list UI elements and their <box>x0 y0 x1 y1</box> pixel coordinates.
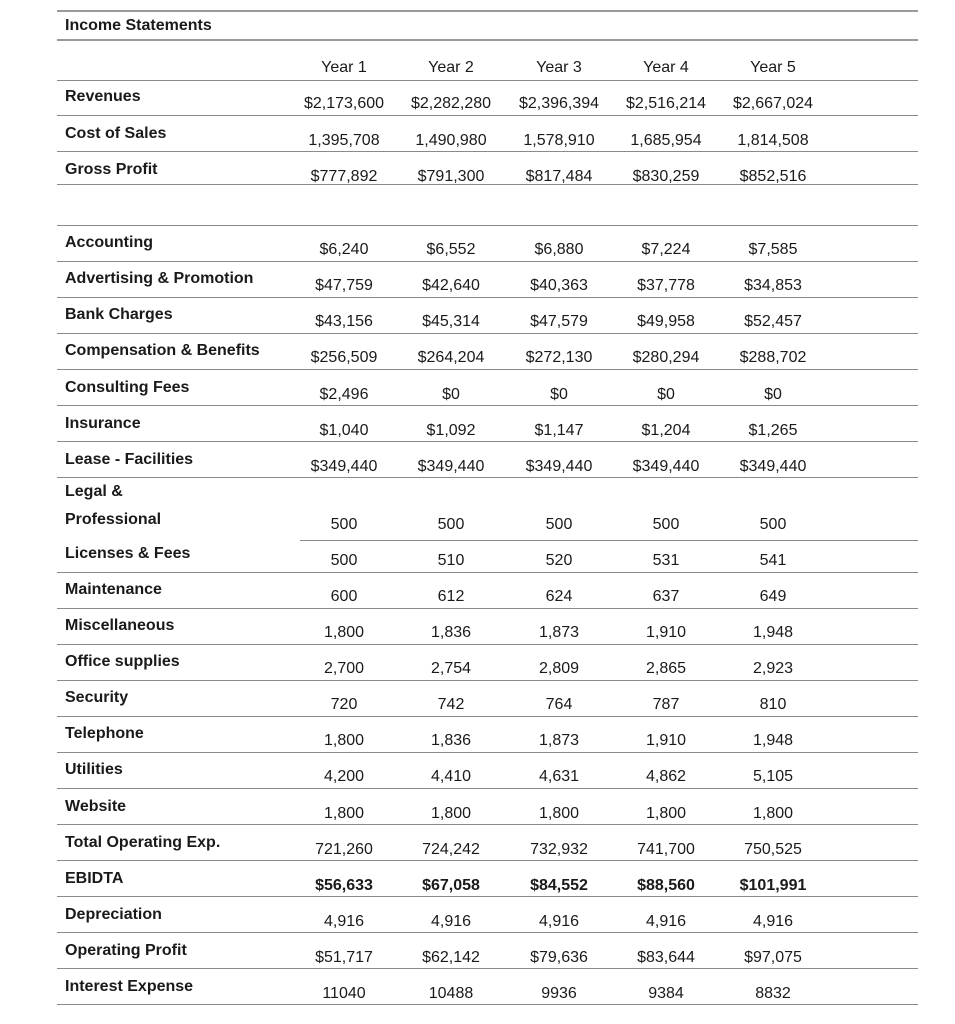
table-cell: $47,579 <box>530 313 588 330</box>
row-label: Maintenance <box>65 581 162 598</box>
row-label: Telephone <box>65 725 144 742</box>
table-cell: 720 <box>330 696 358 713</box>
table-cell: 11040 <box>322 985 366 1002</box>
table-cell: 1,814,508 <box>737 132 809 149</box>
row-label: Security <box>65 689 129 706</box>
row-rule <box>57 115 918 116</box>
table-cell: 1,800 <box>645 805 687 822</box>
row-rule <box>57 716 918 717</box>
table-cell: 500 <box>437 516 465 533</box>
table-cell: 1,948 <box>752 624 794 641</box>
table-cell: $1,092 <box>426 422 476 439</box>
table-cell: $6,240 <box>319 241 369 258</box>
table-cell: $101,991 <box>739 877 807 894</box>
table-cell: 1,910 <box>645 732 687 749</box>
row-label: Utilities <box>65 761 123 778</box>
table-cell: 1,800 <box>323 732 365 749</box>
title-rule <box>57 39 918 41</box>
table-cell: $2,173,600 <box>303 95 385 112</box>
table-cell: 1,873 <box>538 732 580 749</box>
table-cell: $1,204 <box>641 422 691 439</box>
table-cell: 1,836 <box>430 624 472 641</box>
row-rule <box>57 860 918 861</box>
row-label: Total Operating Exp. <box>65 834 221 851</box>
row-rule <box>57 608 918 609</box>
row-label: Interest Expense <box>65 978 194 995</box>
table-cell: $349,440 <box>310 458 378 475</box>
row-rule <box>57 441 918 442</box>
table-cell: 2,809 <box>538 660 580 677</box>
table-cell: 764 <box>545 696 573 713</box>
table-cell: 732,932 <box>530 841 588 858</box>
row-label: EBIDTA <box>65 870 124 887</box>
table-cell: 500 <box>330 516 358 533</box>
table-cell: $349,440 <box>417 458 485 475</box>
section-start-rule <box>57 225 918 226</box>
table-cell: 1,800 <box>752 805 794 822</box>
table-cell: 5,105 <box>752 768 794 785</box>
table-cell: $1,040 <box>319 422 369 439</box>
table-cell: $2,667,024 <box>732 95 814 112</box>
table-cell: $264,204 <box>417 349 485 366</box>
row-label: Insurance <box>65 415 141 432</box>
row-label: Depreciation <box>65 906 162 923</box>
table-cell: 1,578,910 <box>523 132 595 149</box>
table-cell: $88,560 <box>637 877 695 894</box>
table-cell: 750,525 <box>744 841 802 858</box>
row-rule <box>57 788 918 789</box>
row-rule <box>57 824 918 825</box>
table-cell: 541 <box>759 552 787 569</box>
table-cell: 741,700 <box>637 841 695 858</box>
table-cell: 2,700 <box>323 660 365 677</box>
table-cell: 787 <box>652 696 680 713</box>
table-cell: 4,410 <box>430 768 472 785</box>
table-cell: 4,631 <box>538 768 580 785</box>
table-cell: $79,636 <box>530 949 588 966</box>
table-cell: $0 <box>657 386 675 403</box>
table-cell: 9936 <box>541 985 577 1002</box>
table-cell: 649 <box>759 588 787 605</box>
table-cell: $256,509 <box>310 349 378 366</box>
column-header-year-1: Year 1 <box>321 59 367 76</box>
table-cell: $1,147 <box>534 422 584 439</box>
table-cell: 4,916 <box>645 913 687 930</box>
table-cell: $7,585 <box>748 241 798 258</box>
table-cell: 2,754 <box>430 660 472 677</box>
table-cell: $40,363 <box>530 277 588 294</box>
row-label: Advertising & Promotion <box>65 270 254 287</box>
row-rule <box>57 644 918 645</box>
row-rule <box>57 333 918 334</box>
table-cell: 612 <box>437 588 465 605</box>
row-rule <box>57 752 918 753</box>
table-cell: 500 <box>545 516 573 533</box>
row-rule <box>57 477 918 478</box>
table-top-rule <box>57 10 918 12</box>
table-cell: $2,396,394 <box>518 95 600 112</box>
row-rule <box>57 151 918 152</box>
row-rule <box>57 896 918 897</box>
column-header-year-4: Year 4 <box>643 59 689 76</box>
row-label: Licenses & Fees <box>65 545 191 562</box>
table-cell: 520 <box>545 552 573 569</box>
table-cell: $43,156 <box>315 313 373 330</box>
column-header-year-3: Year 3 <box>536 59 582 76</box>
table-cell: $97,075 <box>744 949 802 966</box>
table-cell: 721,260 <box>315 841 373 858</box>
column-header-year-5: Year 5 <box>750 59 796 76</box>
table-cell: 2,923 <box>752 660 794 677</box>
table-cell: 4,862 <box>645 768 687 785</box>
table-cell: $6,880 <box>534 241 584 258</box>
table-cell: 600 <box>330 588 358 605</box>
table-cell: 637 <box>652 588 680 605</box>
table-cell: $2,516,214 <box>625 95 707 112</box>
row-label-continued: Professional <box>65 511 162 528</box>
row-rule <box>57 369 918 370</box>
table-cell: $67,058 <box>422 877 480 894</box>
row-rule <box>57 968 918 969</box>
table-cell: $777,892 <box>310 168 378 185</box>
table-cell: 500 <box>652 516 680 533</box>
table-cell: $6,552 <box>426 241 476 258</box>
row-label: Compensation & Benefits <box>65 342 260 359</box>
table-cell: $272,130 <box>525 349 593 366</box>
table-cell: $0 <box>550 386 568 403</box>
table-cell: 500 <box>330 552 358 569</box>
table-cell: 4,916 <box>752 913 794 930</box>
table-cell: $84,552 <box>530 877 588 894</box>
table-cell: 8832 <box>755 985 791 1002</box>
table-cell: 9384 <box>648 985 684 1002</box>
row-rule <box>57 405 918 406</box>
table-cell: $791,300 <box>417 168 485 185</box>
table-cell: $83,644 <box>637 949 695 966</box>
row-label: Gross Profit <box>65 161 158 178</box>
row-label: Consulting Fees <box>65 379 190 396</box>
column-header-year-2: Year 2 <box>428 59 474 76</box>
table-cell: 4,916 <box>323 913 365 930</box>
table-cell: $1,265 <box>748 422 798 439</box>
row-label: Office supplies <box>65 653 180 670</box>
table-cell: 1,685,954 <box>630 132 702 149</box>
row-label: Website <box>65 798 127 815</box>
table-cell: $0 <box>442 386 460 403</box>
table-cell: $817,484 <box>525 168 593 185</box>
header-rule <box>57 80 918 81</box>
row-rule <box>57 572 918 573</box>
row-label: Lease - Facilities <box>65 451 194 468</box>
table-cell: 1,800 <box>323 805 365 822</box>
table-cell: $288,702 <box>739 349 807 366</box>
table-cell: 1,800 <box>323 624 365 641</box>
table-cell: $2,282,280 <box>410 95 492 112</box>
table-cell: $56,633 <box>315 877 373 894</box>
table-cell: $830,259 <box>632 168 700 185</box>
table-cell: 724,242 <box>422 841 480 858</box>
row-rule <box>57 297 918 298</box>
row-label: Revenues <box>65 88 141 105</box>
row-label: Legal & <box>65 483 123 500</box>
table-cell: 1,490,980 <box>415 132 487 149</box>
table-cell: $349,440 <box>632 458 700 475</box>
row-rule <box>57 1004 918 1005</box>
table-cell: $2,496 <box>319 386 369 403</box>
row-rule <box>57 932 918 933</box>
table-cell: 10488 <box>428 985 474 1002</box>
table-cell: 510 <box>437 552 465 569</box>
table-cell: $7,224 <box>641 241 691 258</box>
table-cell: 1,910 <box>645 624 687 641</box>
row-rule <box>57 261 918 262</box>
table-cell: 1,836 <box>430 732 472 749</box>
table-cell: 4,916 <box>430 913 472 930</box>
row-label: Operating Profit <box>65 942 187 959</box>
table-cell: $62,142 <box>422 949 480 966</box>
table-cell: $34,853 <box>744 277 802 294</box>
row-label: Accounting <box>65 234 153 251</box>
table-cell: 1,800 <box>430 805 472 822</box>
table-cell: $45,314 <box>422 313 480 330</box>
table-cell: $852,516 <box>739 168 807 185</box>
table-cell: $349,440 <box>525 458 593 475</box>
table-cell: 531 <box>652 552 680 569</box>
page-title: Income Statements <box>65 17 212 34</box>
row-rule <box>300 540 918 541</box>
row-label: Miscellaneous <box>65 617 175 634</box>
table-cell: 500 <box>759 516 787 533</box>
table-cell: 1,873 <box>538 624 580 641</box>
table-cell: $52,457 <box>744 313 802 330</box>
table-cell: $280,294 <box>632 349 700 366</box>
table-cell: $42,640 <box>422 277 480 294</box>
row-label: Bank Charges <box>65 306 173 323</box>
table-cell: $0 <box>764 386 782 403</box>
table-cell: 624 <box>545 588 573 605</box>
table-cell: $51,717 <box>315 949 373 966</box>
table-cell: 1,395,708 <box>308 132 380 149</box>
table-cell: $37,778 <box>637 277 695 294</box>
table-cell: 4,200 <box>323 768 365 785</box>
table-cell: 742 <box>437 696 465 713</box>
table-cell: $49,958 <box>637 313 695 330</box>
table-cell: 2,865 <box>645 660 687 677</box>
table-cell: $349,440 <box>739 458 807 475</box>
table-cell: $47,759 <box>315 277 373 294</box>
table-cell: 4,916 <box>538 913 580 930</box>
table-cell: 1,948 <box>752 732 794 749</box>
table-cell: 1,800 <box>538 805 580 822</box>
row-rule <box>57 680 918 681</box>
row-label: Cost of Sales <box>65 125 167 142</box>
table-cell: 810 <box>759 696 787 713</box>
